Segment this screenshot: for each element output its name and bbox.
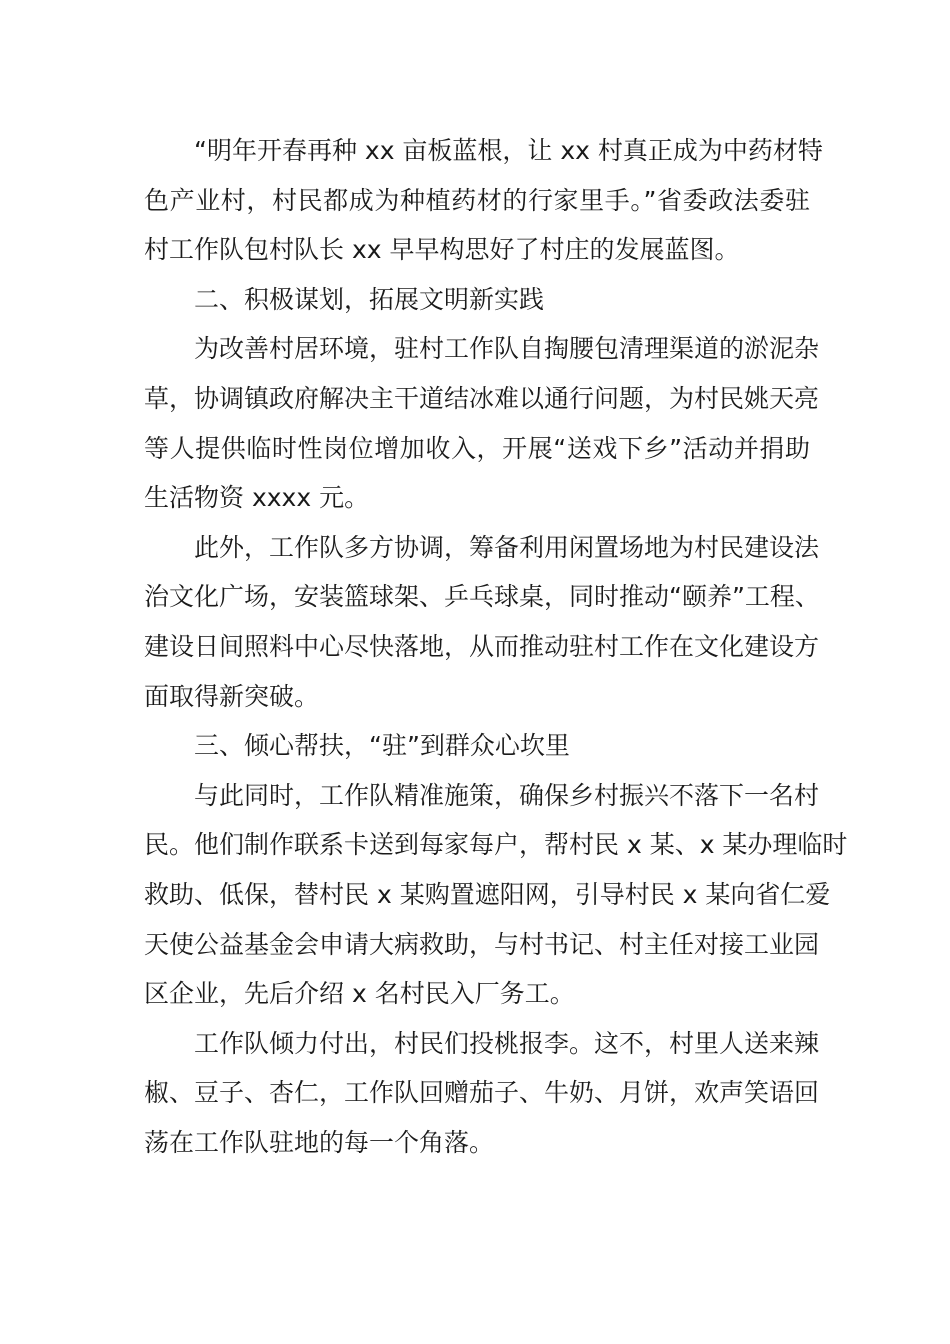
- text-line: 荡在工作队驻地的每一个角落。: [144, 1127, 495, 1157]
- paragraph-culture: [144, 523, 820, 721]
- section-heading-2: [144, 275, 810, 325]
- paragraph-environment: [144, 324, 820, 522]
- text-line: 等人提供临时性岗位增加收入，开展“送戏下乡”活动并捐助: [144, 433, 810, 463]
- text-line: 草，协调镇政府解决主干道结冰难以通行问题，为村民姚天亮: [144, 383, 820, 413]
- text-line: 建设日间照料中心尽快落地，从而推动驻村工作在文化建设方: [144, 631, 820, 661]
- text-line: 与此同时，工作队精准施策，确保乡村振兴不落下一名村: [194, 780, 820, 810]
- text-line: 椒、豆子、杏仁，工作队回赠茄子、牛奶、月饼，欢声笑语回: [144, 1078, 820, 1108]
- paragraph-vision: [144, 126, 823, 275]
- text-line: 救助、低保，替村民 x 某购置遮阳网，引导村民 x 某向省仁爱: [144, 879, 831, 909]
- section-heading-3: [144, 721, 810, 771]
- text-line: 生活物资 xxxx 元。: [144, 483, 370, 513]
- text-line: 面取得新突破。: [144, 681, 320, 711]
- text-line: 此外，工作队多方协调，筹备利用闲置场地为村民建设法: [194, 532, 820, 562]
- text-line: “明年开春再种 xx 亩板蓝根，让 xx 村真正成为中药材特: [194, 136, 823, 165]
- text-line: 天使公益基金会申请大病救助，与村书记、村主任对接工业园: [144, 929, 820, 959]
- text-line: 工作队倾力付出，村民们投桃报李。这不，村里人送来辣: [194, 1028, 820, 1058]
- heading-line: 二、积极谋划，拓展文明新实践: [194, 284, 545, 314]
- text-line: 村工作队包村队长 xx 早早构思好了村庄的发展蓝图。: [144, 235, 740, 265]
- paragraph-gratitude: [144, 1019, 820, 1168]
- text-line: 治文化广场，安装篮球架、乒乓球桌，同时推动“颐养”工程、: [144, 582, 820, 612]
- text-line: 区企业，先后介绍 x 名村民入厂务工。: [144, 979, 575, 1009]
- document-body: [144, 126, 848, 1167]
- paragraph-assistance: [144, 771, 848, 1019]
- heading-line: 三、倾心帮扶，“驻”到群众心坎里: [194, 731, 570, 761]
- text-line: 色产业村，村民都成为种植药材的行家里手。”省委政法委驻: [144, 185, 810, 215]
- text-line: 民。他们制作联系卡送到每家每户，帮村民 x 某、x 某办理临时: [144, 830, 848, 860]
- text-line: 为改善村居环境，驻村工作队自掏腰包清理渠道的淤泥杂: [194, 334, 820, 364]
